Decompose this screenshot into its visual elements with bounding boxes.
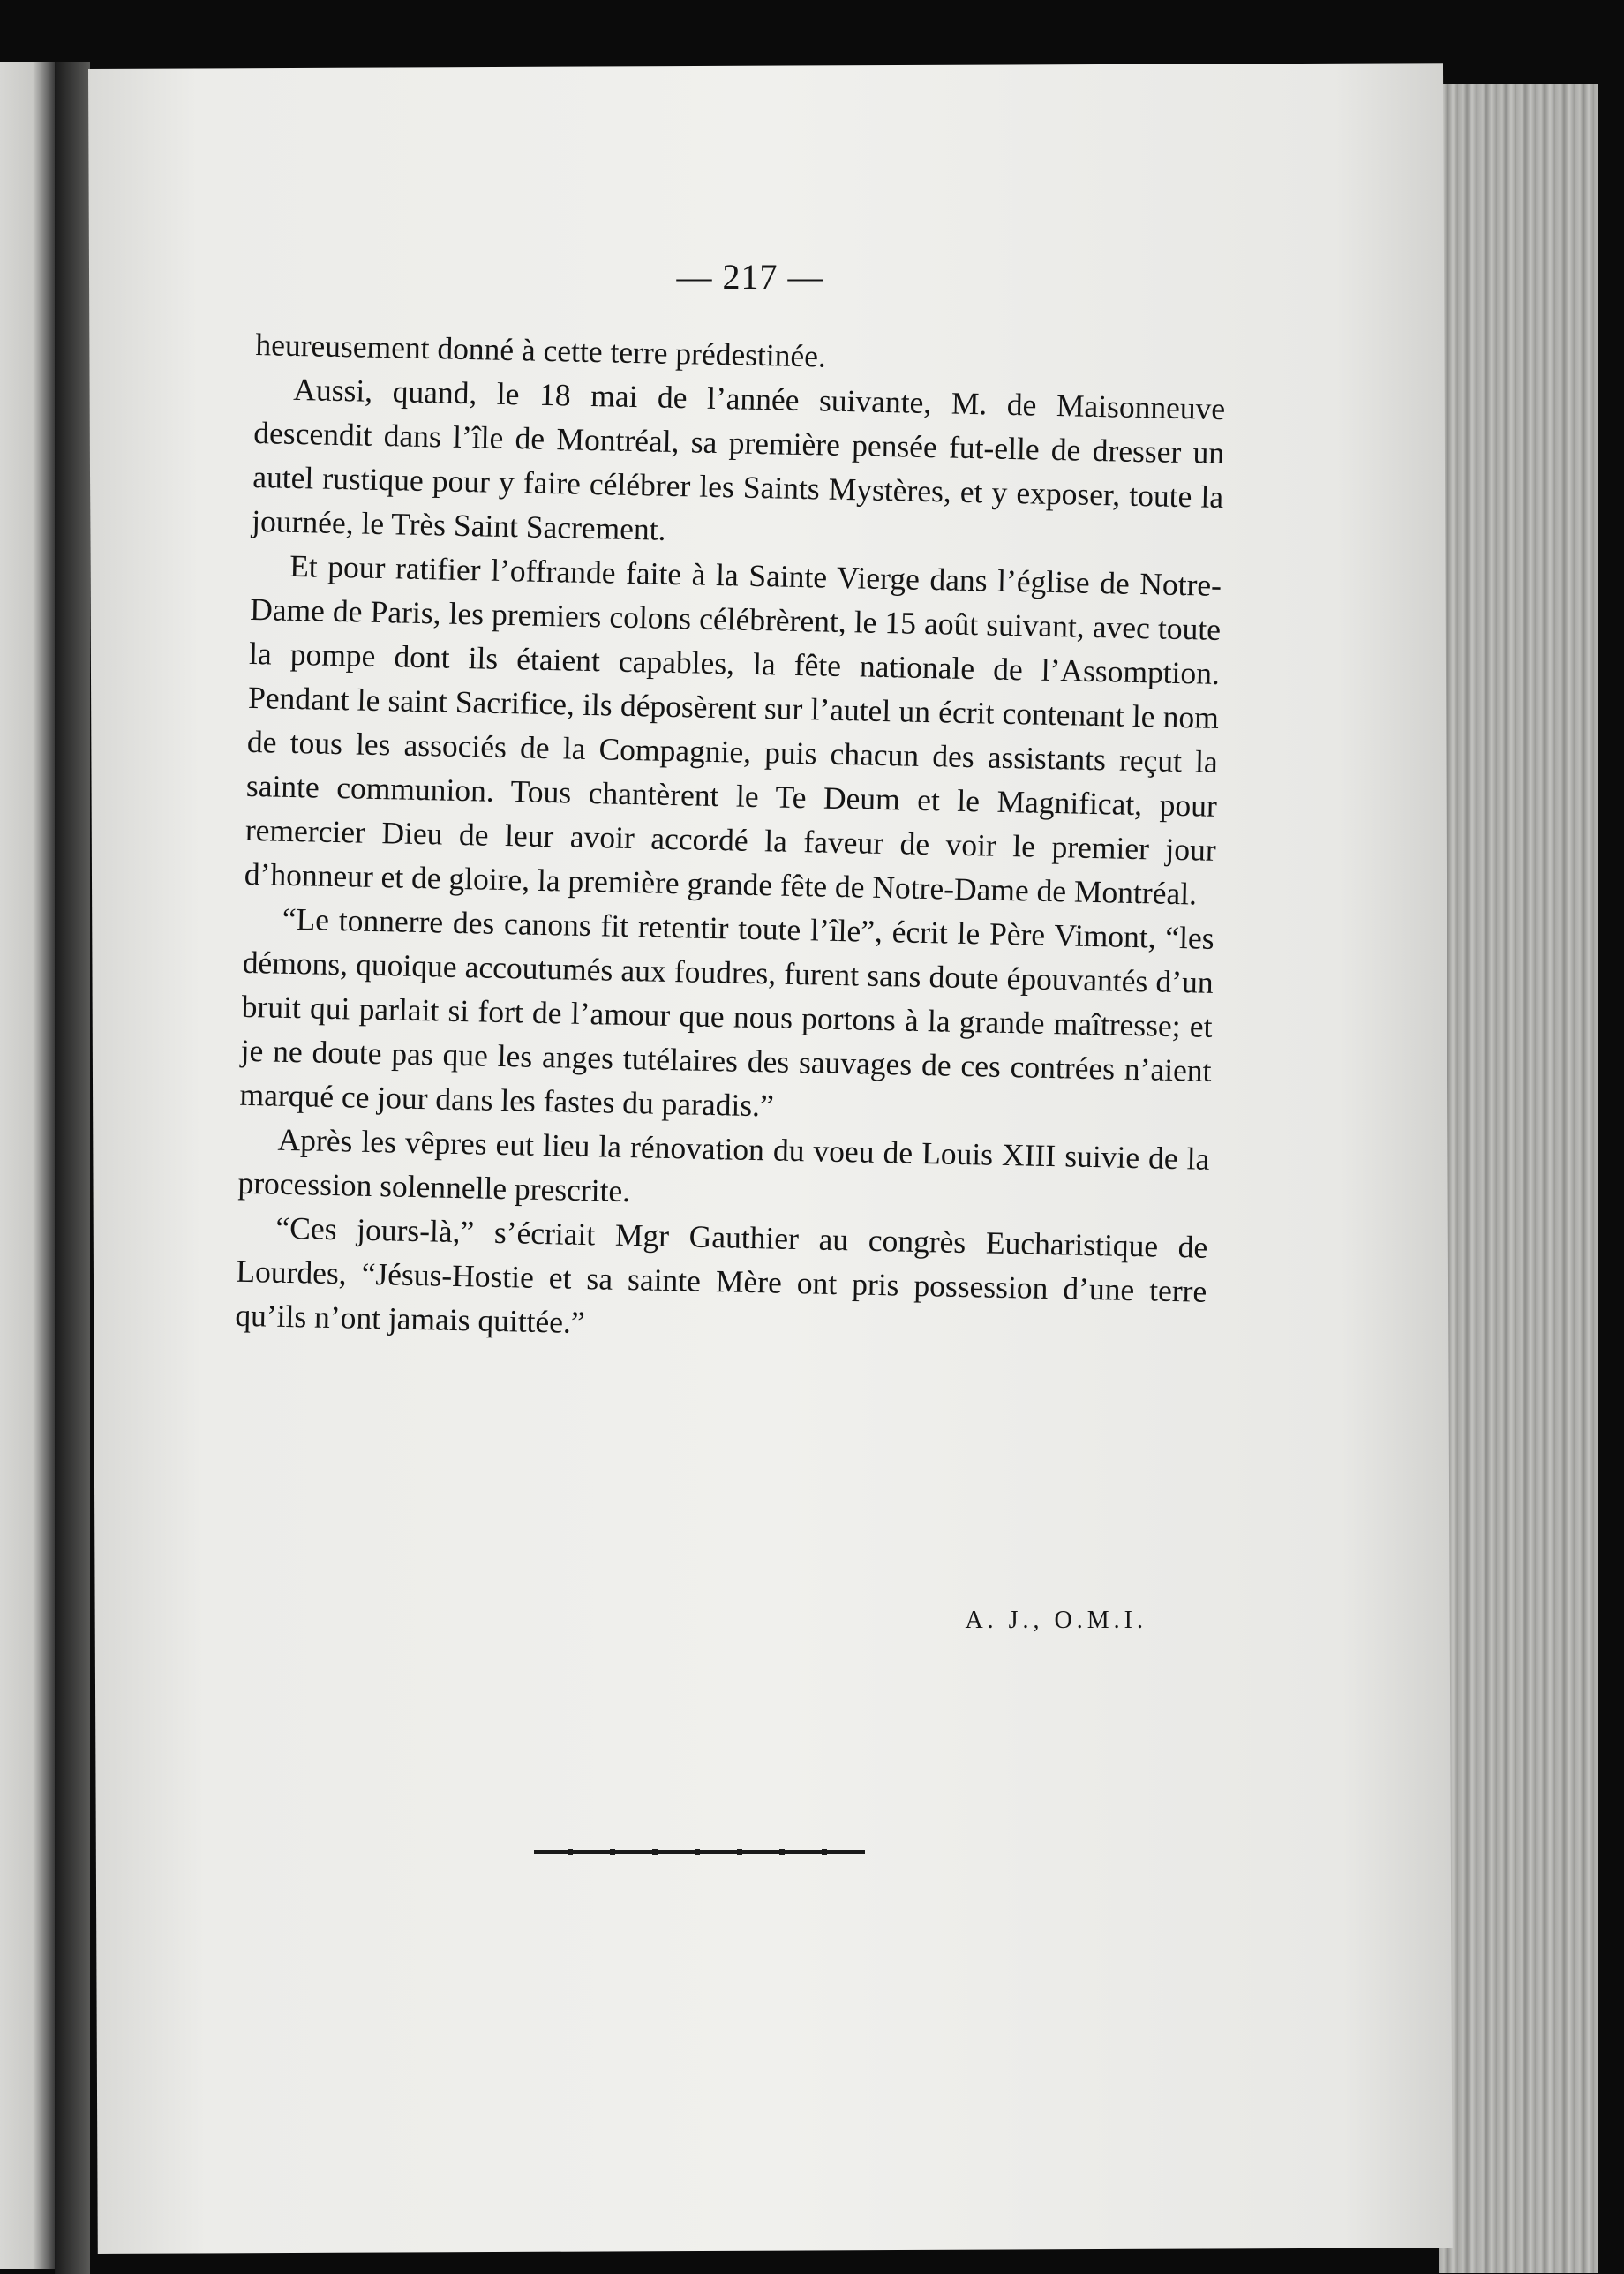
facing-page-edge — [0, 62, 55, 2269]
paragraph-5: Après les vêpres eut lieu la rénovation du voeu de Louis XIII suivie de la procession solennelle prescrite. — [237, 1121, 1210, 1209]
page-number: — 217 — — [676, 257, 824, 297]
paragraph-2: Aussi, quand, le 18 mai de l’année suivante, M. de Maisonneuve descendit dans l’île de Montréal, sa première pensée fut-elle de dresser un autel rustique pour y faire célébrer les Saints Mystères, et y exposer, toute la journée, le Très Saint Sacrement. — [251, 371, 1226, 547]
paragraph-4: “Le tonnerre des canons fit retentir toute l’île”, écrit le Père Vimont, “les démons, quoique accoutumés aux foudres, furent sans doute épouvantés d’un bruit qui parlait si fort de l’amour que nous portons à la grande maîtresse; et je ne doute pas que les anges tutélaires des sauvages de ces contrées n’aient marqué ce jour dans les fastes du paradis.” — [239, 900, 1215, 1124]
paragraph-6: “Ces jours-là,” s’écriait Mgr Gauthier au congrès Eucharistique de Lourdes, “Jésus-Hostie et sa sainte Mère ont pris possession d’une terre qu’ils n’ont jamais quittée.” — [235, 1209, 1208, 1341]
author-signature: A. J., O.M.I. — [965, 1607, 1147, 1634]
body-text — [235, 322, 1227, 1358]
paragraph-3: Et pour ratifier l’offrande faite à la Sainte Vierge dans l’église de Notre-Dame de Paris, les premiers colons célébrèrent, le 15 août suivant, avec toute la pompe dont ils étaient capables, la fête nationale de l’Assomption. Pendant le saint Sacrifice, ils déposèrent sur l’autel un écrit contenant le nom de tous les associés de la Compagnie, puis chacun des assistants reçut la sainte communion. Tous chantèrent le Te Deum et le Magnificat, pour remercier Dieu de leur avoir accordé la faveur de voir le premier jour d’honneur et de gloire, la première grande fête de Notre-Dame de Montréal. — [244, 547, 1222, 912]
closing-ornament-rule — [534, 1848, 865, 1856]
page-stack-edges — [1439, 84, 1598, 2273]
book-gutter — [55, 62, 90, 2274]
paragraph-1: heureusement donné à cette terre prédestinée. — [255, 326, 827, 374]
